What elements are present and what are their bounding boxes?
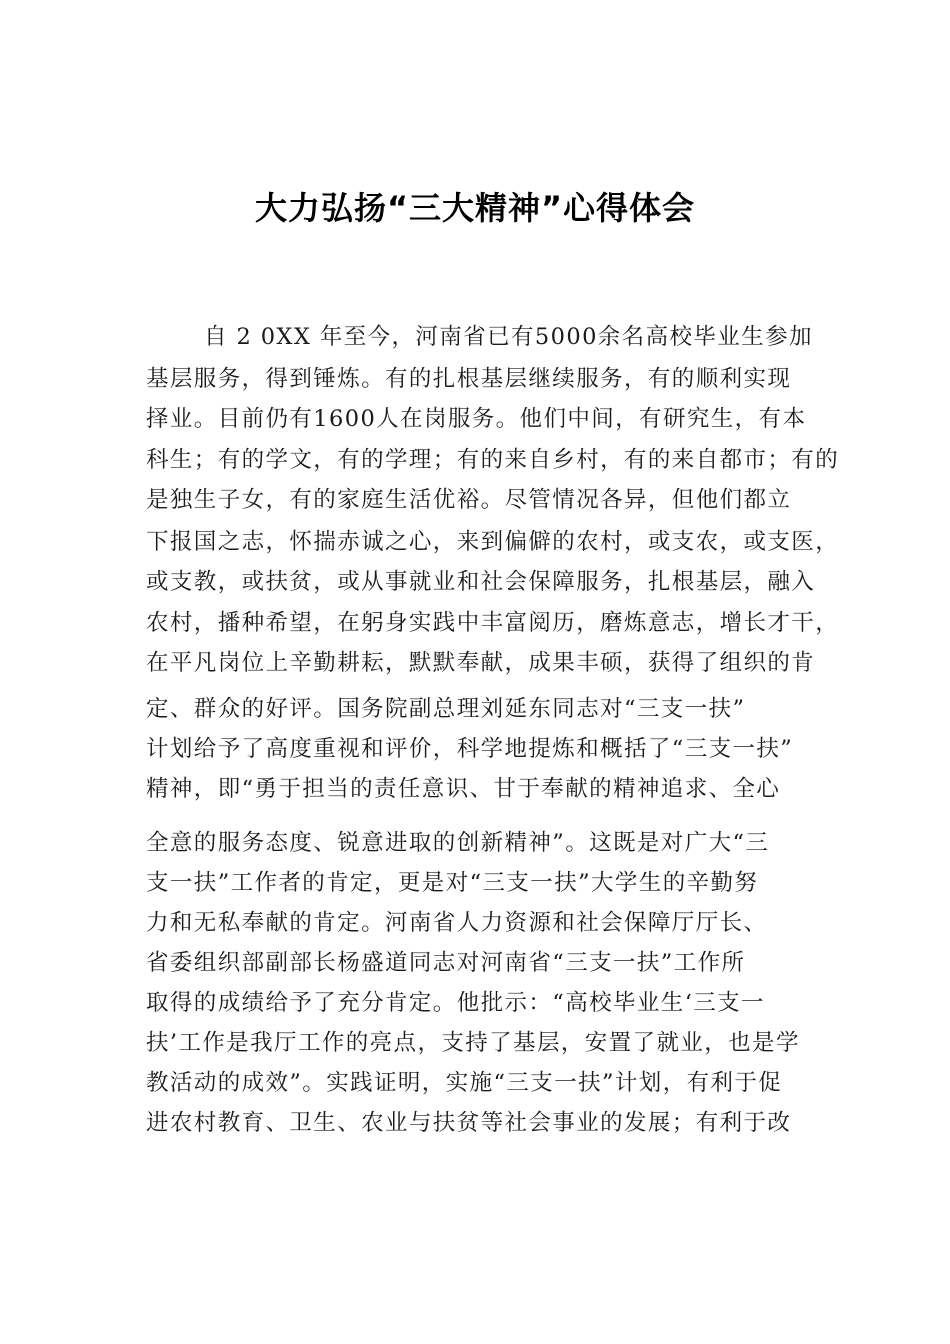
paragraph-line: 取得的成绩给予了充分肯定。他批示：“高校毕业生‘三支一 (146, 990, 765, 1016)
paragraph-line: 择业。目前仍有1600人在岗服务。他们中间，有研究生，有本 (146, 406, 807, 432)
paragraph-line: 力和无私奉献的肯定。河南省人力资源和社会保障厅厅长、 (146, 910, 768, 936)
paragraph-line: 计划给予了高度重视和评价，科学地提炼和概括了“三支一扶” (146, 736, 794, 762)
paragraph-line: 精神，即“勇于担当的责任意识、甘于奉献的精神追求、全心 (146, 776, 781, 802)
paragraph-line: 进农村教育、卫生、农业与扶贫等社会事业的发展；有利于改 (146, 1110, 792, 1136)
paragraph-line: 是独生子女，有的家庭生活优裕。尽管情况各异，但他们都立 (146, 487, 792, 513)
paragraph-line: 或支教，或扶贫，或从事就业和社会保障服务，扎根基层，融入 (146, 569, 816, 595)
document-title: 大力弘扬“三大精神”心得体会 (254, 189, 696, 227)
paragraph-line: 扶’工作是我厅工作的亮点，支持了基层，安置了就业，也是学 (146, 1030, 800, 1056)
paragraph-line: 基层服务，得到锤炼。有的扎根基层继续服务，有的顺利实现 (146, 366, 792, 392)
paragraph-line: 全意的服务态度、锐意进取的创新精神”。这既是对广大“三 (146, 830, 770, 856)
paragraph-line: 省委组织部副部长杨盛道同志对河南省“三支一扶”工作所 (146, 950, 746, 976)
paragraph-line: 自 2 0XX 年至今，河南省已有5000余名高校毕业生参加 (204, 324, 813, 350)
paragraph-line: 科生；有的学文，有的学理；有的来自乡村，有的来自都市；有的 (146, 447, 840, 473)
paragraph-line: 支一扶”工作者的肯定，更是对“三支一扶”大学生的辛勤努 (146, 870, 759, 896)
paragraph-line: 在平凡岗位上辛勤耕耘，默默奉献，成果丰硕，获得了组织的肯 (146, 650, 816, 676)
paragraph-line: 定、群众的好评。国务院副总理刘延东同志对“三支一扶” (146, 696, 746, 722)
paragraph-line: 教活动的成效”。实践证明，实施“三支一扶”计划，有利于促 (146, 1070, 783, 1096)
paragraph-line: 农村，播种希望，在躬身实践中丰富阅历，磨炼意志，增长才干， (146, 610, 840, 636)
paragraph-line: 下报国之志，怀揣赤诚之心，来到偏僻的农村，或支农，或支医， (146, 529, 840, 555)
